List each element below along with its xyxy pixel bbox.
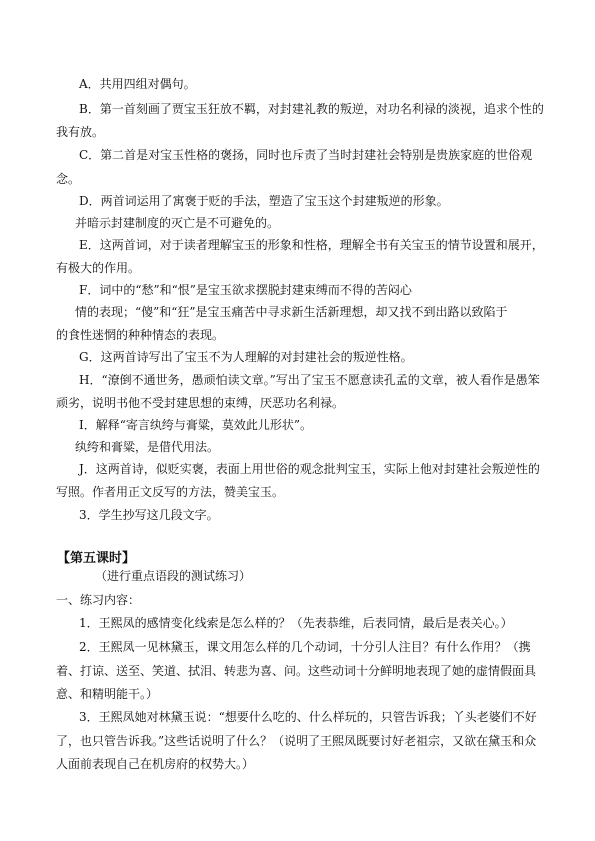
option-j: J．这两首诗，似贬实褒，表面上用世俗的观念批判宝玉，实际上他对封建社会叛逆性的 <box>79 462 540 476</box>
option-c-continued: 念。 <box>56 172 81 186</box>
exercise-1: 1．王熙凤的感情变化线索是怎么样的？（先表恭维，后表同情，最后是表关心。） <box>79 616 513 630</box>
option-b-continued: 我有放。 <box>56 125 105 139</box>
option-d-continued: 并暗示封建制度的灭亡是不可避免的。 <box>75 216 280 230</box>
exercise-3-continued-2: 人面前表现自己在机房府的权势大。） <box>56 757 255 771</box>
option-i-continued: 纨绔和膏粱，是借代用法。 <box>75 440 220 454</box>
option-i: I．解释“寄言纨绔与膏粱，莫效此儿形状”。 <box>79 418 313 432</box>
option-b: B．第一首刻画了贾宝玉狂放不羁，对封建礼教的叛逆，对功名利禄的淡视，追求个性的 <box>79 102 544 116</box>
option-j-continued: 写照。作者用正文反写的方法，赞美宝玉。 <box>56 485 285 499</box>
exercise-2-continued: 着、打谅、送至、笑道、拭泪、转悲为喜、问。这些动词十分鲜明地表现了她的虚情假面具 <box>56 664 537 678</box>
list-heading: 一、练习内容： <box>56 593 141 607</box>
option-h-continued: 顽劣，说明书他不受封建思想的束缚，厌恶功名利禄。 <box>56 396 345 410</box>
section-title: 【第五课时】 <box>57 551 136 566</box>
exercise-2-continued-2: 意、和精明能干。） <box>56 687 159 701</box>
exercise-3-continued: 了，也只管告诉我。”这些话说明了什么？（说明了王熙凤既要讨好老祖宗，又欲在黛玉和众 <box>56 734 537 748</box>
exercise-2: 2．王熙凤一见林黛玉，课文用怎么样的几个动词，十分引人注目？有什么作用？（携 <box>79 640 531 654</box>
option-f-continued: 情的表现；“傻”和“狂”是宝玉痛苦中寻求新生活新理想，却又找不到出路以致陷于 <box>75 305 508 319</box>
option-f-continued-2: 的食性迷惘的种种情态的表现。 <box>56 328 225 342</box>
step-3: 3．学生抄写这几段文字。 <box>79 508 219 522</box>
option-e: E．这两首词，对于读者理解宝玉的形象和性格，理解全书有关宝玉的情节设置和展开， <box>79 238 544 252</box>
option-c: C．第二首是对宝玉性格的褒扬，同时也斥责了当时封建社会特别是贵族家庭的世俗观 <box>79 148 533 162</box>
option-e-continued: 有极大的作用。 <box>56 261 141 275</box>
option-g: G．这两首诗写出了宝玉不为人理解的对封建社会的叛逆性格。 <box>79 350 413 364</box>
section-subtitle: （进行重点语段的测试练习） <box>95 569 252 583</box>
option-f: F．词中的“愁”和“恨”是宝玉欲求摆脱封建束缚而不得的苦闷心 <box>79 283 412 297</box>
option-h: H．“潦倒不通世务，愚顽怕读文章。”写出了宝玉不愿意读孔孟的文章，被人看作是愚笨 <box>79 373 540 387</box>
option-d: D．两首词运用了寓褒于贬的手法，塑造了宝玉这个封建叛逆的形象。 <box>79 194 449 208</box>
option-a: A．共用四组对偶句。 <box>79 77 196 91</box>
exercise-3: 3．王熙凤她对林黛玉说：“想要什么吃的、什么样玩的，只管告诉我；丫头老婆们不好 <box>79 710 537 724</box>
